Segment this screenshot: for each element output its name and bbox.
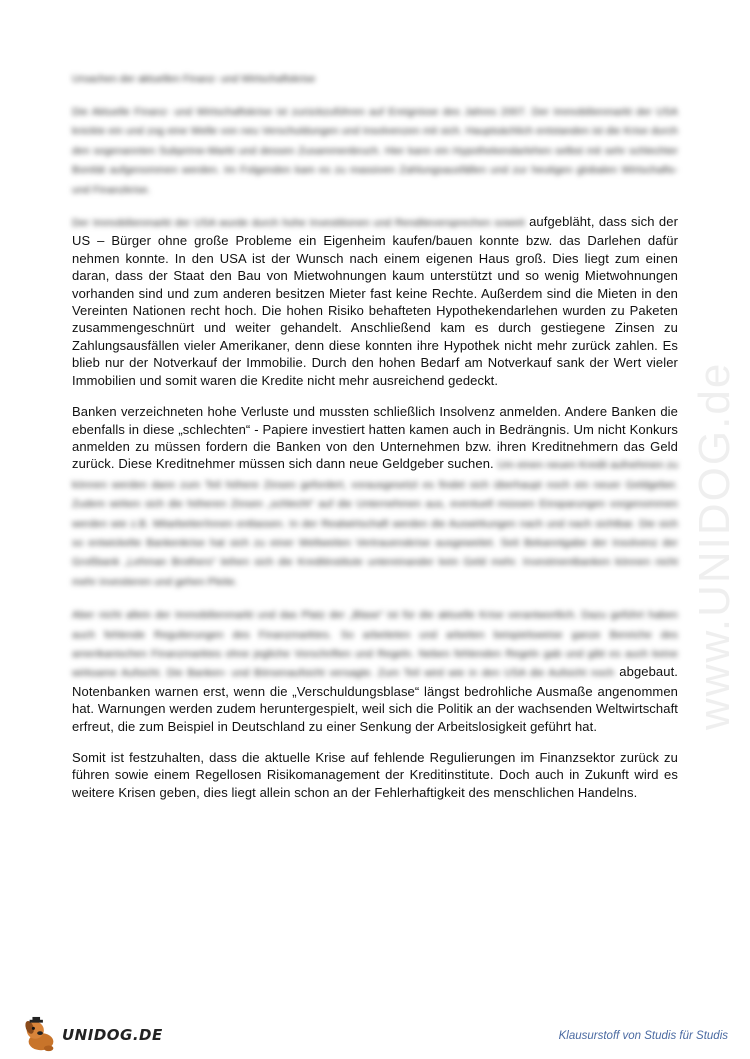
paragraph-3-clear: Banken verzeichneten hohe Verluste und mussten schließlich Insolvenz anmelden. Andere Banken die ebenfalls in diese „schlechten“ - Papiere investiert hatten kamen auch in Bedrängnis. Um nicht Konkurs anmelden zu müssen fordern die Banken von den Unternehmen bzw. ihren Kreditnehmern das Geld zurück. Diese Kreditnehmer müssen sich dann neue Geldgeber suchen. [72, 404, 678, 472]
paragraph-2-blurred: Der Immobilienmarkt der USA wurde durch hohe Investitionen und Renditeversprechen soweit [72, 217, 525, 230]
dog-icon [22, 1016, 60, 1054]
paragraph-1 [72, 102, 678, 199]
paragraph-5-clear: Somit ist festzuhalten, dass die aktuelle Krise auf fehlende Regulierungen im Finanzsektor zurück zu führen sowie einem Regellosen Risikomanagement der Kreditinstitute. Doch auch in Zukunft wird es weitere Krisen geben, dies liegt allein schon an der Fehlerhaftigkeit des menschlichen Handelns. [72, 750, 678, 800]
document-title: Ursachen der aktuellen Finanz- und Wirtschaftskrise [72, 73, 316, 85]
paragraph-4-clear: abgebaut. Notenbanken warnen erst, wenn die „Verschuldungsblase“ längst bedrohliche Ausmaße angenommen hat. Warnungen werden zudem heruntergespielt, weil sich die Politik an der wachsenden Weltwirtschaft erfreut, die zum Beispiel in Deutschland zu einer Senkung der Arbeitslosigkeit geführt hat. [72, 664, 679, 734]
paragraph-3 [72, 403, 678, 591]
footer-tagline: Klausurstoff von Studis für Studis [558, 1030, 728, 1042]
paragraph-2-clear: aufgebläht, dass sich der US – Bürger ohne große Probleme ein Eigenheim kaufen/bauen konnte bzw. das Darlehen dafür nehmen konnte. In den USA ist der Wunsch nach einem eigenen Haus groß. Dies liegt zum einen daran, dass der Staat den Bau von Mietwohnungen kaum unterstützt und so wenig Mietwohnungen vorhanden sind und zum anderen besitzen Mieter fast keine Rechte. Außerdem sind die Mieten in den Vereinten Nationen recht hoch. Die hohen Risiko behafteten Hypothekendarlehen wurden zu Paketen zusammengeschnürt und weiter gehandelt. Anschließend kam es durch gestiegene Zinsen zu Zahlungsausfällen vieler Amerikaner, denn diese konnten ihre Hypothek nicht mehr zurück zahlen. Es blieb nur der Notverkauf der Immobilie. Durch den hohen Bedarf am Notverkauf sank der Wert vieler Immobilien und somit waren die Kredite nicht mehr ausreichend gedeckt. [72, 214, 678, 388]
paragraph-3-blurred: Um einen neuen Kredit aufnehmen zu können werden dann zum Teil höhere Zinsen gefordert, vorausgesetzt es findet sich überhaupt noch ein neuer Geldgeber. Zudem wirken sich die höheren Zinsen „schlecht“ auf die Unternehmen aus, eventuell müssen Einsparungen vorgenommen werden wie z.B. Mitarbeiter/innen entlassen. In der Realwirtschaft werden die Auswirkungen nach und nach sichtbar. Die sich so entwickelte Bankenkrise hat sich zu einer Weltweiten Vertrauenskrise ausgeweitet. Seit Bekanntgabe der Insolvenz der Großbank „Lehman Brothers“ leihen sich die Kreditinstitute untereinander kein Geld mehr. Investmentbanken können nicht mehr investieren und gehen Pleite. [72, 459, 679, 588]
paragraph-5 [72, 749, 678, 801]
unidog-logo[interactable] [22, 1015, 172, 1055]
paragraph-2 [72, 213, 678, 389]
document-body [72, 72, 678, 815]
logo-text: UNIDOG.DE [62, 1026, 163, 1044]
paragraph-1-blurred: Die Aktuelle Finanz- und Wirtschaftskrise ist zurückzuführen auf Ereignisse des Jahres 2007. Der Immobilienmarkt der USA knickte ein und zog eine Welle von neu Verschuldungen und Insolvenzen mit sich. Hauptsächlich entstanden ist die Krise durch den sogenannten Subprime-Markt und dessen Zusammenbruch. Hier kann ein Hypothekendarlehen selbst mit sehr schlechter Bonität aufgenommen werden. Im Folgenden kam es zu massiven Zahlungsausfällen und zur heutigen globalen Wirtschafts- und Finanzkrise. [72, 106, 678, 196]
paragraph-4 [72, 605, 678, 735]
paragraph-4-blurred: Aber nicht allein der Immobilienmarkt und das Platz der „Blase“ ist für die aktuelle Krise verantwortlich. Dazu geführt haben auch fehlende Regulierungen des Finanzmarktes. So arbeiteten und arbeiten beispielsweise ganze Bereiche des amerikanischen Finanzmarktes ohne jegliche Vorschriften und Regeln. Neben fehlenden Regeln gab und gibt es auch keine wirksame Aufsicht. Die Banken- und Börsenaufsicht versagte. Zum Teil wird wie in den USA die Aufsicht noch [72, 609, 678, 680]
watermark-text: www.UNIDOG.de [690, 361, 739, 730]
